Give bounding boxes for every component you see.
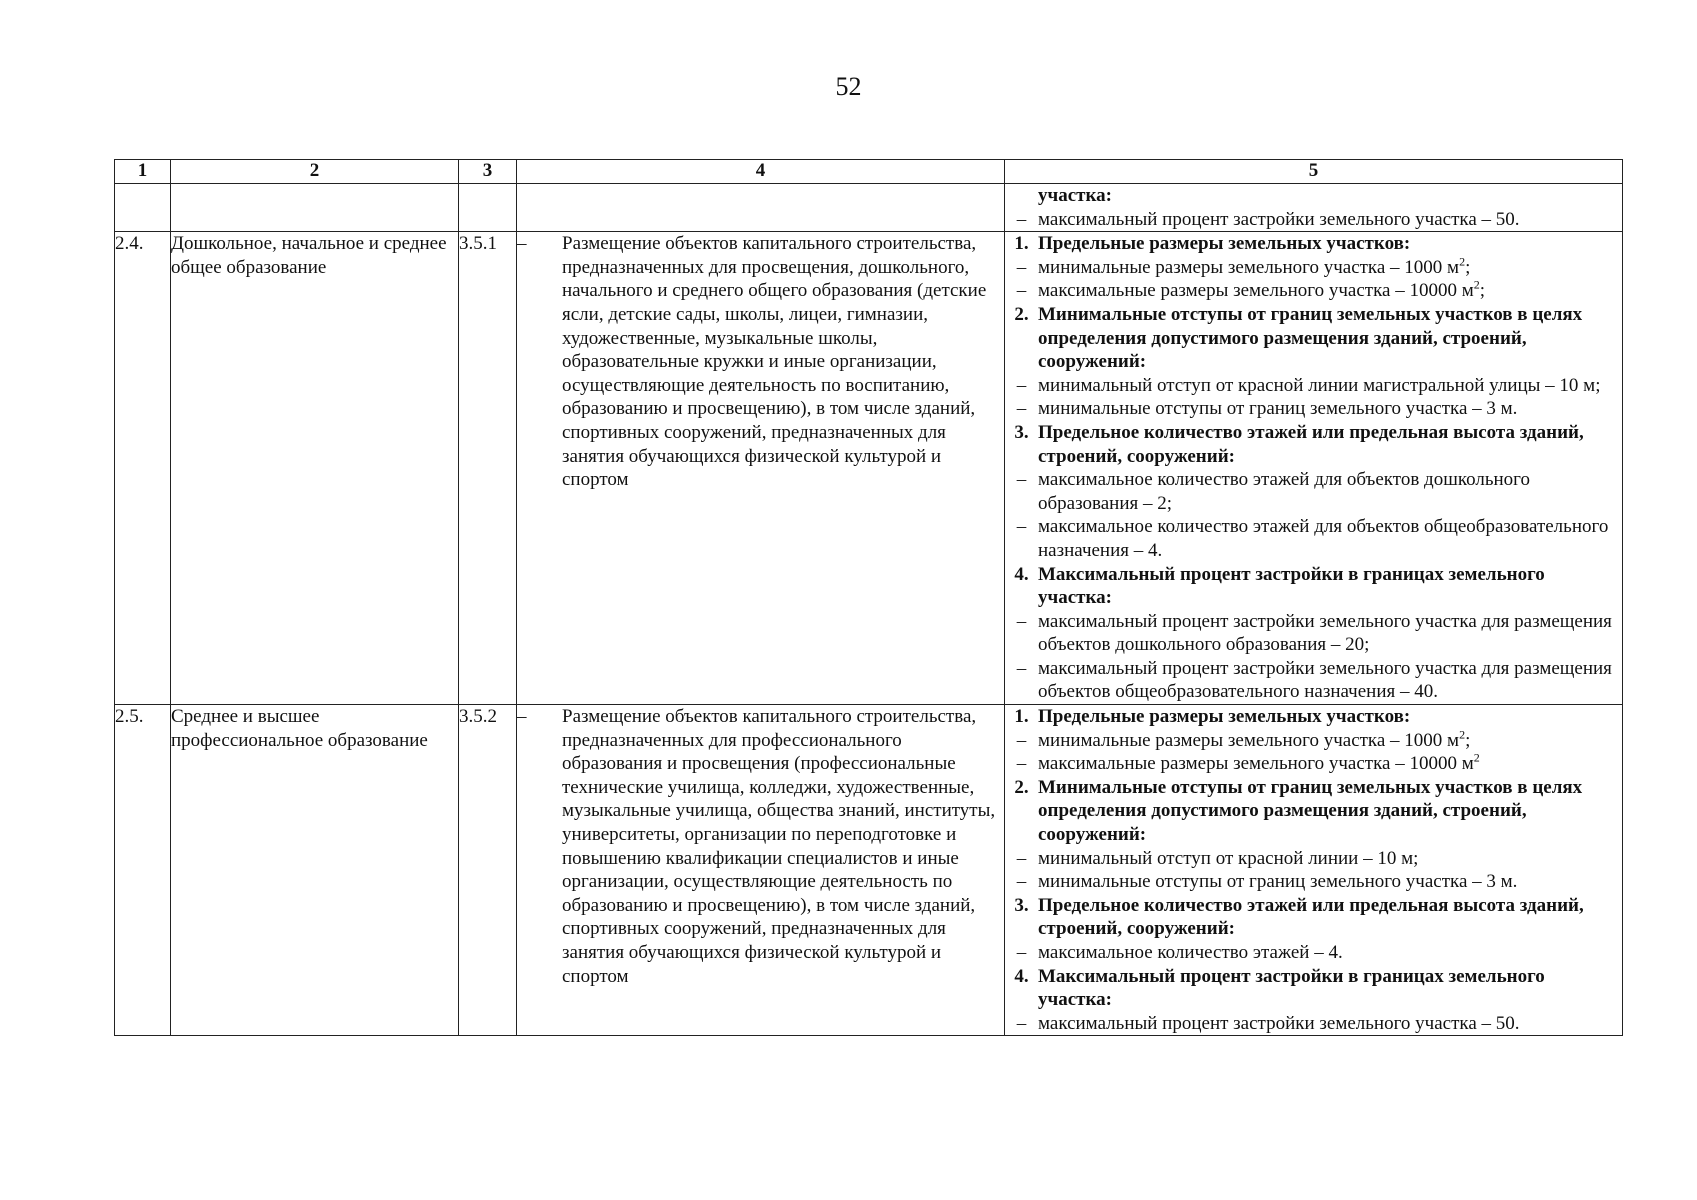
item-text-main: максимальные размеры земельного участка – 10000 м [1038, 280, 1474, 302]
parameter-item [1005, 256, 1622, 280]
land-use-description [517, 232, 1005, 705]
item-text [1038, 184, 1622, 208]
item-text [1038, 752, 1622, 776]
item-marker: – [1016, 256, 1027, 278]
item-text-main: Предельные размеры земельных участков: [1038, 706, 1411, 728]
item-marker: 2. [1014, 776, 1029, 798]
parameter-item [1005, 752, 1622, 776]
item-text [1038, 1012, 1622, 1036]
item-text [1038, 397, 1622, 421]
superscript: 2 [1459, 254, 1466, 269]
item-text [1038, 468, 1622, 515]
parameters-cell [1005, 705, 1623, 1036]
item-marker: – [1016, 729, 1027, 751]
item-text-main: минимальные отступы от границ земельного участка – 3 м. [1038, 871, 1518, 893]
cont-desc-cell [517, 184, 1005, 232]
land-use-name: Среднее и высшее профессиональное образование [171, 705, 459, 1036]
page-number: 52 [835, 72, 862, 101]
item-text-main: минимальные размеры земельного участка – 1000 м [1038, 256, 1460, 278]
parameters-cell [1005, 232, 1623, 705]
item-text [1038, 421, 1622, 468]
zoning-table [114, 159, 1623, 1036]
cont-num-cell [115, 184, 171, 232]
item-text-main: максимальное количество этажей для объектов общеобразовательного назначения – 4. [1038, 516, 1609, 561]
item-marker: 1. [1014, 706, 1029, 728]
item-text-main: Минимальные отступы от границ земельных участков в целях определения допустимого размещения зданий, строений, сооружений: [1038, 776, 1583, 846]
item-text-main: минимальные размеры земельного участка – 1000 м [1038, 729, 1460, 751]
parameter-item [1005, 374, 1622, 398]
item-text-main: минимальный отступ от красной линии – 10 м; [1038, 847, 1419, 869]
item-text [1038, 705, 1622, 729]
parameter-item [1005, 870, 1622, 894]
item-marker: – [1016, 942, 1027, 963]
cont-name-cell [171, 184, 459, 232]
item-marker: – [1016, 1012, 1027, 1034]
item-text-main: максимальные размеры земельного участка – 10000 м [1038, 753, 1474, 775]
parameter-heading [1005, 421, 1622, 468]
header-col-1: 1 [115, 160, 171, 184]
item-text-main: Предельные размеры земельных участков: [1038, 233, 1411, 255]
parameter-item [1005, 657, 1622, 704]
parameter-item [1005, 1012, 1622, 1036]
parameter-item [1005, 279, 1622, 303]
item-marker: – [1016, 469, 1027, 491]
item-text [1038, 870, 1622, 894]
land-use-description [517, 705, 1005, 1036]
item-marker: – [1016, 374, 1027, 396]
item-text [1038, 232, 1622, 256]
row-number: 2.5. [115, 705, 171, 1036]
header-col-3: 3 [459, 160, 517, 184]
parameter-heading [1005, 232, 1622, 256]
item-marker: – [1016, 657, 1027, 679]
parameter-heading [1005, 303, 1622, 374]
superscript: 2 [1473, 278, 1480, 293]
item-text-main: максимальный процент застройки земельного участка – 50. [1038, 1012, 1520, 1034]
item-text-main: Предельное количество этажей или предельная высота зданий, строений, сооружений: [1038, 894, 1584, 940]
item-marker: 2. [1014, 303, 1029, 325]
header-row [115, 160, 1623, 184]
item-marker: – [1016, 847, 1027, 869]
item-marker [1005, 184, 1038, 208]
item-marker: – [1016, 208, 1027, 230]
item-text [1038, 894, 1622, 941]
item-text-main: максимальное количество этажей для объектов дошкольного образования – 2; [1038, 469, 1531, 514]
item-text-main: участка: [1038, 185, 1112, 206]
header-col-2: 2 [171, 160, 459, 184]
table-row [115, 705, 1623, 1036]
item-text-main: максимальное количество этажей – 4. [1038, 942, 1343, 963]
item-text [1038, 515, 1622, 562]
item-marker: 4. [1014, 563, 1029, 585]
parameter-item [1005, 610, 1622, 657]
parameter-item [1005, 208, 1622, 232]
item-marker: 3. [1014, 421, 1029, 443]
parameter-heading [1005, 776, 1622, 847]
item-marker: – [1016, 280, 1027, 302]
parameter-item [1005, 515, 1622, 562]
parameter-heading [1005, 965, 1622, 1012]
item-marker: – [1016, 398, 1027, 420]
continuation-row [115, 184, 1623, 232]
header-col-5: 5 [1005, 160, 1623, 184]
parameter-heading [1005, 705, 1622, 729]
item-text-main: максимальный процент застройки земельного участка для размещения объектов дошкольного образования – 20; [1038, 610, 1612, 656]
item-text-main: Максимальный процент застройки в границах земельного участка: [1038, 965, 1545, 1011]
item-text-main: Максимальный процент застройки в границах земельного участка: [1038, 563, 1545, 609]
parameter-item [1005, 397, 1622, 421]
item-text-main: минимальные отступы от границ земельного участка – 3 м. [1038, 398, 1518, 420]
item-marker: – [1016, 610, 1027, 632]
item-text-tail: ; [1465, 256, 1471, 278]
description-text: Размещение объектов капитального строительства, предназначенных для просвещения, дошкольного, начального и среднего общего образования (детские ясли, детские сады, школы, лицеи, гимназии, художественные, музыкальные школы, образовательные кружки и иные организации, осуществляющие деятельность по воспитанию, образованию и просвещению), в том числе зданий, спортивных сооружений, предназначенных для занятия обучающихся физической культурой и спортом [562, 233, 987, 491]
parameter-heading [1005, 184, 1622, 208]
item-marker: – [1016, 753, 1027, 775]
item-marker: – [1016, 871, 1027, 893]
item-text [1038, 776, 1622, 847]
item-text [1038, 729, 1622, 753]
item-text [1038, 563, 1622, 610]
parameter-item [1005, 941, 1622, 965]
item-text-main: Минимальные отступы от границ земельных участков в целях определения допустимого размещения зданий, строений, сооружений: [1038, 303, 1583, 373]
item-marker: – [1016, 516, 1027, 538]
description-dash: – [517, 233, 527, 255]
item-text [1038, 657, 1622, 704]
item-text [1038, 374, 1622, 398]
item-text-tail: ; [1465, 729, 1471, 751]
parameter-item [1005, 468, 1622, 515]
description-dash: – [517, 706, 527, 728]
parameter-item [1005, 729, 1622, 753]
item-text [1038, 610, 1622, 657]
cont-code-cell [459, 184, 517, 232]
item-text [1038, 965, 1622, 1012]
superscript: 2 [1473, 750, 1480, 765]
item-text [1038, 303, 1622, 374]
description-text: Размещение объектов капитального строительства, предназначенных для профессионального образования и просвещения (профессиональные технические училища, колледжи, художественные, музыкальные училища, общества знаний, институты, университеты, организации по переподготовке и повышению квалификации специалистов и иные организации, осуществляющие деятельность по образованию и просвещению), в том числе зданий, спортивных сооружений, предназначенных для занятия обучающихся физической культурой и спортом [562, 706, 996, 987]
land-use-code: 3.5.2 [459, 705, 517, 1036]
cont-rules-cell [1005, 184, 1623, 232]
parameter-item [1005, 847, 1622, 871]
parameter-heading [1005, 563, 1622, 610]
item-text-tail: ; [1479, 280, 1486, 302]
superscript: 2 [1459, 727, 1466, 742]
item-text [1038, 847, 1622, 871]
land-use-name: Дошкольное, начальное и среднее общее образование [171, 232, 459, 705]
parameter-heading [1005, 894, 1622, 941]
item-text [1038, 279, 1622, 303]
land-use-code: 3.5.1 [459, 232, 517, 705]
row-number: 2.4. [115, 232, 171, 705]
item-text [1038, 208, 1622, 232]
item-text [1038, 256, 1622, 280]
item-text-main: максимальный процент застройки земельного участка – 50. [1038, 208, 1520, 230]
table-row [115, 232, 1623, 705]
item-marker: 4. [1014, 965, 1029, 987]
item-text-main: минимальный отступ от красной линии магистральной улицы – 10 м; [1038, 374, 1601, 396]
item-marker: 3. [1014, 894, 1029, 916]
item-text [1038, 941, 1622, 965]
item-marker: 1. [1014, 233, 1029, 255]
header-col-4: 4 [517, 160, 1005, 184]
item-text-main: максимальный процент застройки земельного участка для размещения объектов общеобразовательного назначения – 40. [1038, 657, 1612, 703]
item-text-main: Предельное количество этажей или предельная высота зданий, строений, сооружений: [1038, 421, 1584, 467]
